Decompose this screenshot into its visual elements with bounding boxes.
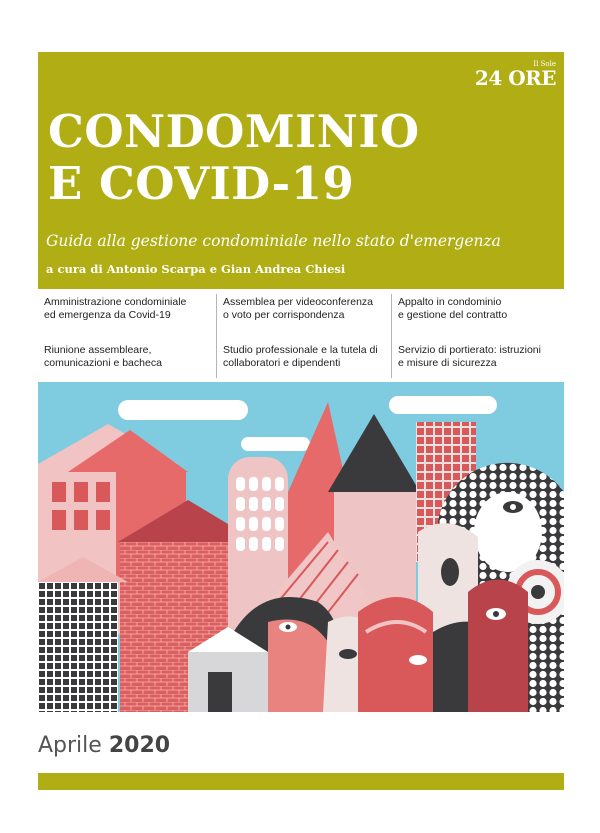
topic-line: Amministrazione condominiale <box>44 296 187 308</box>
topic-item <box>223 296 373 322</box>
salmon-face <box>268 620 328 713</box>
topic-line: e misure di sicurezza <box>398 357 497 369</box>
city-people-illustration <box>38 382 564 712</box>
topic-line: o voto per corrispondenza <box>223 309 345 321</box>
topics-column-1 <box>44 294 206 378</box>
door <box>208 672 232 712</box>
topic-line: Assemblea per videoconferenza <box>223 296 374 308</box>
date-year: 2020 <box>108 733 171 758</box>
cloud-shape <box>118 400 248 420</box>
publisher-logo <box>475 60 556 89</box>
topic-line: ed emergenza da Covid-19 <box>44 309 171 321</box>
topic-item <box>398 344 541 370</box>
topic-line: Studio professionale e la tutela di <box>223 344 378 356</box>
mouth-shape <box>441 558 459 586</box>
eye-pupil <box>286 625 291 630</box>
cover-header <box>38 52 564 289</box>
topics-grid <box>38 294 564 378</box>
eye-icon <box>339 649 357 659</box>
topic-item <box>398 296 507 322</box>
title-line-2: E COVID-19 <box>48 157 355 210</box>
spiral-center <box>531 585 545 599</box>
topic-line: e gestione del contratto <box>398 309 508 321</box>
book-authors: a cura di Antonio Scarpa e Gian Andrea Chiesi <box>46 262 346 276</box>
topic-item <box>44 344 162 370</box>
logo-small-text: Il Sole <box>533 60 556 68</box>
eye-pupil <box>493 611 499 617</box>
topic-line: Servizio di portierato: istruzioni <box>398 344 541 356</box>
footer-bar <box>38 773 564 790</box>
cloud-shape <box>389 396 497 414</box>
topic-line: Appalto in condominio <box>398 296 502 308</box>
date-month: Aprile <box>38 733 102 758</box>
topic-item <box>223 344 378 370</box>
book-subtitle: Guida alla gestione condominiale nello stato d'emergenza <box>46 232 501 250</box>
topics-column-2 <box>216 294 393 378</box>
eye-icon <box>409 655 427 665</box>
publication-date <box>38 733 170 758</box>
topic-line: Riunione assembleare, <box>44 344 152 356</box>
book-title <box>48 106 420 210</box>
topic-item <box>44 296 186 322</box>
cover-illustration <box>38 382 564 712</box>
eye-pupil <box>510 504 516 510</box>
topics-column-3 <box>391 294 565 378</box>
topic-line: comunicazioni e bacheca <box>44 357 162 369</box>
red-hair-face <box>358 597 433 712</box>
grid-building <box>38 582 118 712</box>
red-face <box>468 580 528 713</box>
title-line-1: CONDOMINIO <box>48 105 420 158</box>
logo-big-text: 24 ORE <box>474 66 556 90</box>
cloud-shape <box>241 437 310 451</box>
topic-line: collaboratori e dipendenti <box>223 357 341 369</box>
